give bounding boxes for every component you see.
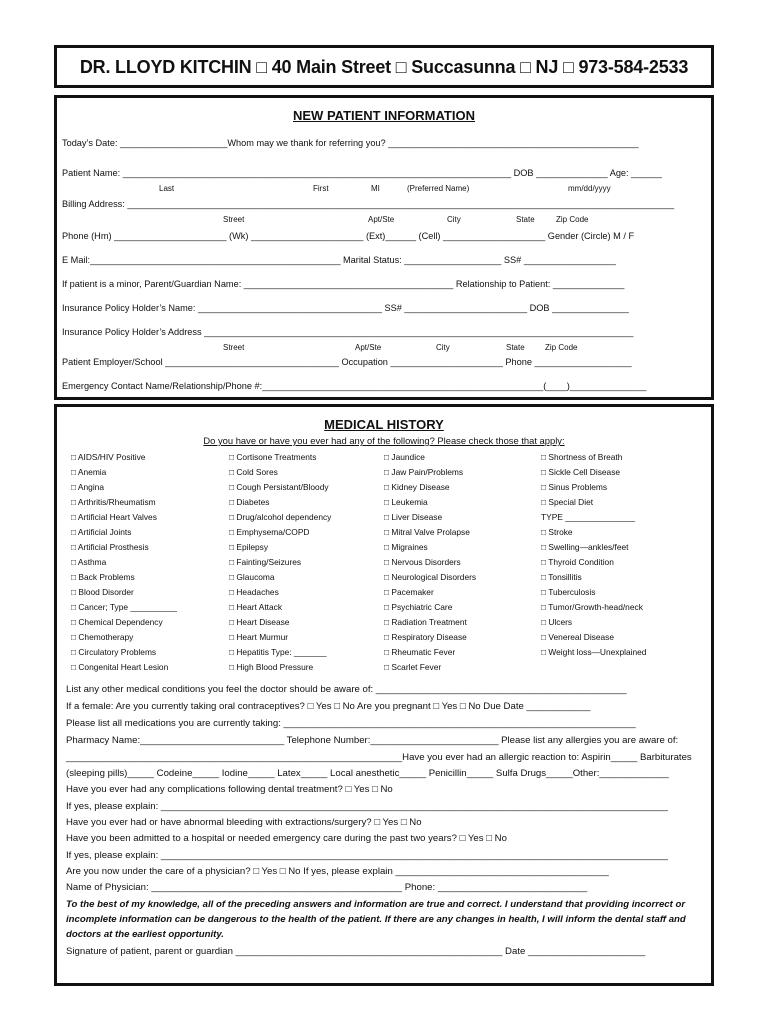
label-street-2: Street <box>223 343 245 352</box>
condition-checkbox[interactable]: □ Liver Disease <box>384 512 443 522</box>
question-line[interactable]: Name of Physician: _______________________________________________ Phone: ____________________________ <box>66 882 588 893</box>
question-line[interactable]: Have you ever had any complications following dental treatment? □ Yes □ No <box>66 784 393 795</box>
condition-checkbox[interactable]: □ Chemotherapy <box>71 632 134 642</box>
header-box <box>54 45 714 88</box>
condition-checkbox[interactable]: □ Blood Disorder <box>71 587 134 597</box>
condition-checkbox[interactable]: □ Jaw Pain/Problems <box>384 467 464 477</box>
condition-checkbox[interactable]: □ High Blood Pressure <box>229 662 314 672</box>
question-line[interactable]: Have you been admitted to a hospital or needed emergency care during the past two years? □ Yes □ No <box>66 833 507 844</box>
condition-checkbox[interactable]: □ Fainting/Seizures <box>229 557 302 567</box>
condition-checkbox[interactable]: □ Sickle Cell Disease <box>541 467 621 477</box>
condition-checkbox[interactable]: □ Tonsillitis <box>541 572 582 582</box>
question-line[interactable]: Please list all medications you are currently taking: __________________________________________________________________ <box>66 718 636 729</box>
label-zip: Zip Code <box>556 215 589 224</box>
condition-checkbox[interactable]: □ Back Problems <box>71 572 135 582</box>
question-line[interactable]: If yes, please explain: _______________________________________________________________________________________________ <box>66 801 668 812</box>
condition-checkbox[interactable]: □ Artificial Heart Valves <box>71 512 157 522</box>
condition-checkbox[interactable]: □ Ulcers <box>541 617 573 627</box>
condition-checkbox[interactable]: □ Pacemaker <box>384 587 434 597</box>
phone-line[interactable]: Phone (Hm) ______________________ (Wk) ______________________ (Ext)______ (Cell) ____________________ Gender (Circle) M / F <box>62 231 635 241</box>
condition-checkbox[interactable]: □ Hepatitis Type: _______ <box>229 647 327 657</box>
label-city: City <box>447 215 461 224</box>
patient-name-line[interactable]: Patient Name: ____________________________________________________________________________ DOB ______________ Age: ______ <box>62 168 662 178</box>
condition-checkbox[interactable]: □ Mitral Valve Prolapse <box>384 527 470 537</box>
label-last: Last <box>159 184 175 193</box>
question-line[interactable]: Have you ever had or have abnormal bleeding with extractions/surgery? □ Yes □ No <box>66 817 422 828</box>
label-first: First <box>313 184 329 193</box>
signature-line[interactable]: Signature of patient, parent or guardian __________________________________________________ Date ______________________ <box>66 946 646 957</box>
condition-checkbox[interactable]: □ Radiation Treatment <box>384 617 467 627</box>
condition-checkbox[interactable]: □ Anemia <box>71 467 107 477</box>
condition-checkbox[interactable]: □ Asthma <box>71 557 107 567</box>
policy-holder-address-line[interactable]: Insurance Policy Holder’s Address ____________________________________________________________________________________ <box>62 327 634 337</box>
condition-checkbox[interactable]: □ Glaucoma <box>229 572 275 582</box>
label-aptste: Apt/Ste <box>368 215 395 224</box>
question-line[interactable]: Are you now under the care of a physician? □ Yes □ No If yes, please explain ________________________________________ <box>66 866 609 877</box>
condition-checkbox[interactable]: □ Nervous Disorders <box>384 557 461 567</box>
condition-checkbox[interactable]: □ Special Diet <box>541 497 594 507</box>
guardian-line[interactable]: If patient is a minor, Parent/Guardian Name: _________________________________________ Relationship to Patient: ______________ <box>62 279 625 289</box>
medical-title: MEDICAL HISTORY <box>324 417 444 432</box>
condition-checkbox[interactable]: □ Kidney Disease <box>384 482 450 492</box>
condition-checkbox[interactable]: □ Tumor/Growth-head/neck <box>541 602 643 612</box>
condition-checkbox[interactable]: □ Rheumatic Fever <box>384 647 456 657</box>
condition-checkbox[interactable]: □ Shortness of Breath <box>541 452 623 462</box>
condition-checkbox[interactable]: □ Chemical Dependency <box>71 617 163 627</box>
label-state: State <box>516 215 535 224</box>
condition-checkbox[interactable]: □ Neurological Disorders <box>384 572 477 582</box>
condition-checkbox[interactable]: □ Heart Attack <box>229 602 283 612</box>
label-zip-2: Zip Code <box>545 343 578 352</box>
question-line[interactable]: _______________________________________________________________Have you ever had an allergic reaction to: Aspirin_____ Barbiturates <box>66 752 692 763</box>
condition-checkbox[interactable]: □ Weight loss—Unexplained <box>541 647 647 657</box>
condition-checkbox[interactable]: □ Scarlet Fever <box>384 662 442 672</box>
billing-address-line[interactable]: Billing Address: ___________________________________________________________________________________________________________ <box>62 199 675 209</box>
question-line[interactable]: If a female: Are you currently taking oral contraceptives? □ Yes □ No Are you pregnant □ Yes □ No Due Date ____________ <box>66 701 591 712</box>
section-title: NEW PATIENT INFORMATION <box>293 108 475 123</box>
question-line[interactable]: (sleeping pills)_____ Codeine_____ Iodine_____ Latex_____ Local anesthetic_____ Penicillin_____ Sulfa Drugs_____Other:_____________ <box>66 768 669 779</box>
email-line[interactable]: E Mail:_________________________________________________ Marital Status: ___________________ SS# __________________ <box>62 255 616 265</box>
condition-checkbox[interactable]: □ Artificial Prosthesis <box>71 542 149 552</box>
condition-checkbox[interactable]: □ Artificial Joints <box>71 527 132 537</box>
condition-checkbox[interactable]: □ Respiratory Disease <box>384 632 467 642</box>
condition-checkbox[interactable]: □ Sinus Problems <box>541 482 608 492</box>
condition-checkbox[interactable]: □ Diabetes <box>229 497 270 507</box>
condition-checkbox[interactable]: □ Angina <box>71 482 105 492</box>
condition-checkbox[interactable]: □ Stroke <box>541 527 573 537</box>
condition-checkbox[interactable]: □ Cancer; Type __________ <box>71 602 177 612</box>
question-line[interactable]: If yes, please explain: _______________________________________________________________________________________________ <box>66 850 668 861</box>
patient-info-section <box>54 95 714 400</box>
label-date-format: mm/dd/yyyy <box>568 184 611 193</box>
condition-checkbox[interactable]: □ Arthritis/Rheumatism <box>71 497 156 507</box>
label-street: Street <box>223 215 245 224</box>
condition-checkbox[interactable]: □ Heart Murmur <box>229 632 289 642</box>
todays-date-line[interactable]: Today’s Date: _____________________Whom may we thank for referring you? _________________________________________________ <box>62 138 639 148</box>
label-mi: MI <box>371 184 380 193</box>
condition-checkbox[interactable]: □ Jaundice <box>384 452 425 462</box>
condition-checkbox[interactable]: □ Venereal Disease <box>541 632 615 642</box>
condition-checkbox[interactable]: □ Congenital Heart Lesion <box>71 662 169 672</box>
emergency-contact-line[interactable]: Emergency Contact Name/Relationship/Phone #:_______________________________________________________(____)_______________ <box>62 381 647 391</box>
condition-checkbox[interactable]: □ Tuberculosis <box>541 587 596 597</box>
condition-checkbox[interactable]: □ Emphysema/COPD <box>229 527 310 537</box>
condition-checkbox[interactable]: □ Cortisone Treatments <box>229 452 317 462</box>
condition-checkbox[interactable]: □ Migraines <box>384 542 428 552</box>
question-line[interactable]: Pharmacy Name:___________________________ Telephone Number:________________________ Please list any allergies you are aware of: <box>66 735 679 746</box>
condition-checkbox[interactable]: □ AIDS/HIV Positive <box>71 452 146 462</box>
label-state-2: State <box>506 343 525 352</box>
condition-checkbox[interactable]: □ Cold Sores <box>229 467 278 477</box>
condition-checkbox[interactable]: □ Cough Persistant/Bloody <box>229 482 329 492</box>
label-aptste-2: Apt/Ste <box>355 343 382 352</box>
condition-checkbox[interactable]: □ Circulatory Problems <box>71 647 157 657</box>
condition-checkbox[interactable]: □ Epilepsy <box>229 542 269 552</box>
condition-checkbox[interactable]: □ Drug/alcohol dependency <box>229 512 332 522</box>
medical-history-section <box>54 404 714 986</box>
practice-header: DR. LLOYD KITCHIN □ 40 Main Street □ Succasunna □ NJ □ 973-584-2533 <box>79 57 689 77</box>
condition-checkbox[interactable]: □ Psychiatric Care <box>384 602 453 612</box>
condition-checkbox[interactable]: □ Swelling—ankles/feet <box>541 542 629 552</box>
employer-line[interactable]: Patient Employer/School __________________________________ Occupation ______________________ Phone ___________________ <box>62 357 632 367</box>
certification-statement: To the best of my knowledge, all of the preceding answers and information are true and correct. I understand that providing incorrect or incomplete information can be dangerous to the health of the patient. If there are any changes in health, I will inform the dental staff and doctors at the earliest opportunity. <box>66 899 686 940</box>
question-line[interactable]: List any other medical conditions you feel the doctor should be aware of: _______________________________________________ <box>66 684 627 695</box>
medical-subtitle: Do you have or have you ever had any of the following? Please check those that apply: <box>203 435 565 446</box>
condition-checkbox[interactable]: □ Thyroid Condition <box>541 557 614 567</box>
policy-holder-name-line[interactable]: Insurance Policy Holder’s Name: ____________________________________ SS# ________________________ DOB _______________ <box>62 303 629 313</box>
condition-checkbox[interactable]: □ Heart Disease <box>229 617 290 627</box>
label-preferred: (Preferred Name) <box>407 184 470 193</box>
label-city-2: City <box>436 343 450 352</box>
condition-checkbox[interactable]: □ Headaches <box>229 587 279 597</box>
condition-checkbox[interactable]: TYPE _______________ <box>541 512 636 522</box>
condition-checkbox[interactable]: □ Leukemia <box>384 497 428 507</box>
